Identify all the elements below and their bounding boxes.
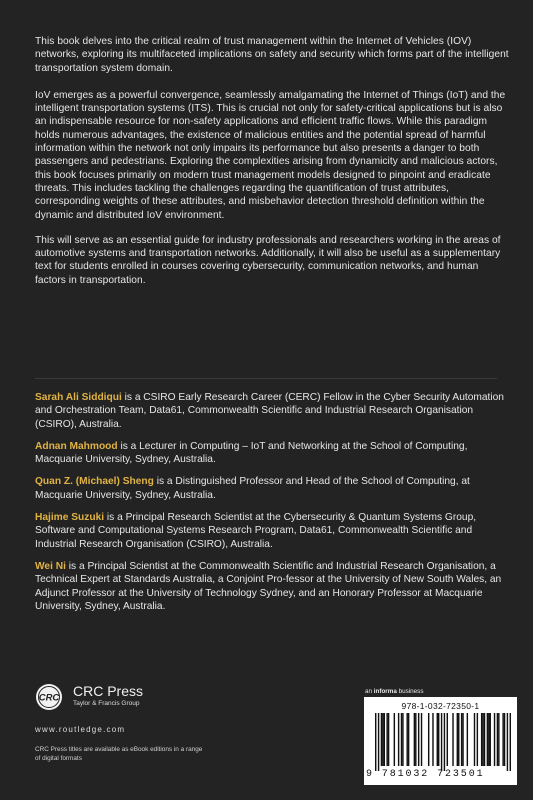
barcode-bar	[388, 713, 389, 766]
publisher-group: Taylor & Francis Group	[73, 700, 140, 707]
barcode-bar	[421, 713, 422, 766]
author-bio	[35, 391, 513, 431]
author-bio-text: is a Distinguished Professor and Head of the School of Computing, at Macquarie University, Sydney, Australia.	[35, 476, 470, 501]
barcode-bar	[502, 713, 503, 766]
barcode-bar	[428, 713, 429, 766]
section-divider	[35, 378, 497, 379]
barcode-bar	[418, 713, 419, 766]
barcode-bar	[484, 713, 485, 766]
barcode-bar	[384, 713, 385, 766]
barcode-bar	[406, 713, 407, 766]
informa-suffix: business	[396, 688, 424, 695]
author-bio	[35, 475, 513, 502]
barcode-bar	[462, 713, 463, 766]
barcode-bar	[458, 713, 459, 766]
barcode-bars	[375, 713, 511, 771]
barcode-bar	[378, 713, 379, 771]
description-paragraph-1: This book delves into the critical realm of trust management within the Internet of Vehicles (IOV) networks, exploring its multifaceted implications on safety and security which forms part of the intelligent transportation system domain.	[35, 36, 509, 74]
author-bio-text: is a Principal Scientist at the Commonwealth Scientific and Industrial Research Organisation, a Technical Expert at Standards Australia, a Conjoint Pro-fessor at the University of New South Wales, an Adjunct Professor at the University of Technology Sydney, and an Honorary Professor at Macquarie University, Sydney, Australia.	[35, 560, 502, 612]
author-name: Wei Ni	[35, 560, 66, 572]
informa-business-line	[365, 688, 423, 695]
description-paragraph-2: IoV emerges as a powerful convergence, seamlessly amalgamating the Internet of Things (IoT) and the intelligent transportation systems (ITS). This is crucial not only for safety-critical applications but is also an indispensable resource for non-safety applications and efficient traffic flows. While this paradigm holds numerous advantages, the existence of malicious entities and the potential spread of harmful information within the network not only impairs its performance but also presents a danger to both passengers and pedestrians. Exploring the complexities arising from dynamicity and malicious actors, this book focuses primarily on modern trust management models designed to pinpoint and eradicate threats. This includes tackling the challenges regarding the quantification of trust attributes, corresponding weights of these attributes, and misbehavior detection threshold definition within the dynamic and distributed IoV environment.	[35, 89, 506, 221]
barcode-bar	[447, 713, 448, 766]
barcode-bar	[481, 713, 482, 766]
author-bio-text: is a Principal Research Scientist at the Cybersecurity & Quantum Systems Group, Software and Computational Systems Research Program, Data61, Commonwealth Scientific and Industrial Research Organisation (CSIRO), Australia.	[35, 512, 477, 550]
barcode-bar	[437, 713, 438, 766]
isbn-barcode	[364, 697, 517, 785]
author-bios	[35, 391, 513, 622]
barcode-bar	[510, 713, 511, 771]
barcode-bar	[415, 713, 416, 766]
barcode-bar	[452, 713, 453, 766]
barcode-bar	[487, 713, 488, 766]
author-bio	[35, 440, 513, 467]
crc-logo-icon	[35, 683, 63, 711]
description-block	[35, 35, 509, 287]
barcode-bar	[438, 713, 439, 766]
barcode-bar	[444, 713, 445, 771]
author-bio	[35, 511, 513, 551]
barcode-bar	[461, 713, 462, 766]
barcode-bar	[381, 713, 382, 766]
author-bio	[35, 560, 513, 613]
barcode-bar	[490, 713, 491, 766]
barcode-bar	[497, 713, 498, 766]
barcode-bar	[432, 713, 433, 766]
author-name: Quan Z. (Michael) Sheng	[35, 476, 154, 488]
barcode-digits: 9 781032 723501	[366, 769, 485, 780]
barcode-bar	[402, 713, 403, 766]
barcode-bar	[394, 713, 395, 766]
barcode-bar	[474, 713, 475, 766]
barcode-bar	[488, 713, 489, 766]
barcode-bar	[457, 713, 458, 766]
author-name: Adnan Mahmood	[35, 440, 118, 452]
author-bio-text: is a Lecturer in Computing – IoT and Networking at the School of Computing, Macquarie University, Sydney, Australia.	[35, 440, 468, 466]
barcode-bar	[482, 713, 483, 766]
informa-brand: informa	[373, 688, 397, 695]
barcode-bar	[398, 713, 399, 766]
barcode-bar	[441, 713, 442, 771]
barcode-bar	[504, 713, 505, 766]
barcode-bar	[386, 713, 387, 766]
author-bio-text: is a CSIRO Early Research Career (CERC) Fellow in the Cyber Security Automation and Orchestration Team, Data61, Commonwealth Scientific and Industrial Research Organisation (CSIRO), Australia.	[35, 392, 504, 430]
isbn-label: 978-1-032-72350-1	[401, 701, 480, 711]
author-name: Sarah Ali Siddiqui	[35, 392, 122, 403]
publisher-block	[35, 683, 275, 783]
barcode-bar	[408, 713, 409, 766]
barcode-bar	[467, 713, 468, 766]
barcode-bar	[382, 713, 383, 766]
crc-logo-text: CRC	[38, 692, 60, 704]
publisher-name: CRC Press	[73, 683, 144, 699]
description-paragraph-3: This will serve as an essential guide for industry professionals and researchers working in the areas of automotive systems and transportation networks. Additionally, it will also be useful as a supplementary text for students enrolled in courses covering cybersecurity, communication networks, and human factors in transportation.	[35, 234, 501, 286]
ebook-note: CRC Press titles are available as eBook editions in a range of digital formats	[35, 746, 203, 762]
barcode-bar	[401, 713, 402, 766]
informa-prefix: an	[365, 688, 374, 695]
publisher-website: www.routledge.com	[35, 725, 126, 734]
barcode-bar	[494, 713, 495, 766]
barcode-bar	[507, 713, 508, 771]
barcode-bar	[498, 713, 499, 766]
author-name: Hajime Suzuki	[35, 512, 105, 524]
barcode-bar	[414, 713, 415, 766]
barcode-bar	[375, 713, 376, 771]
barcode-bar	[477, 713, 478, 766]
